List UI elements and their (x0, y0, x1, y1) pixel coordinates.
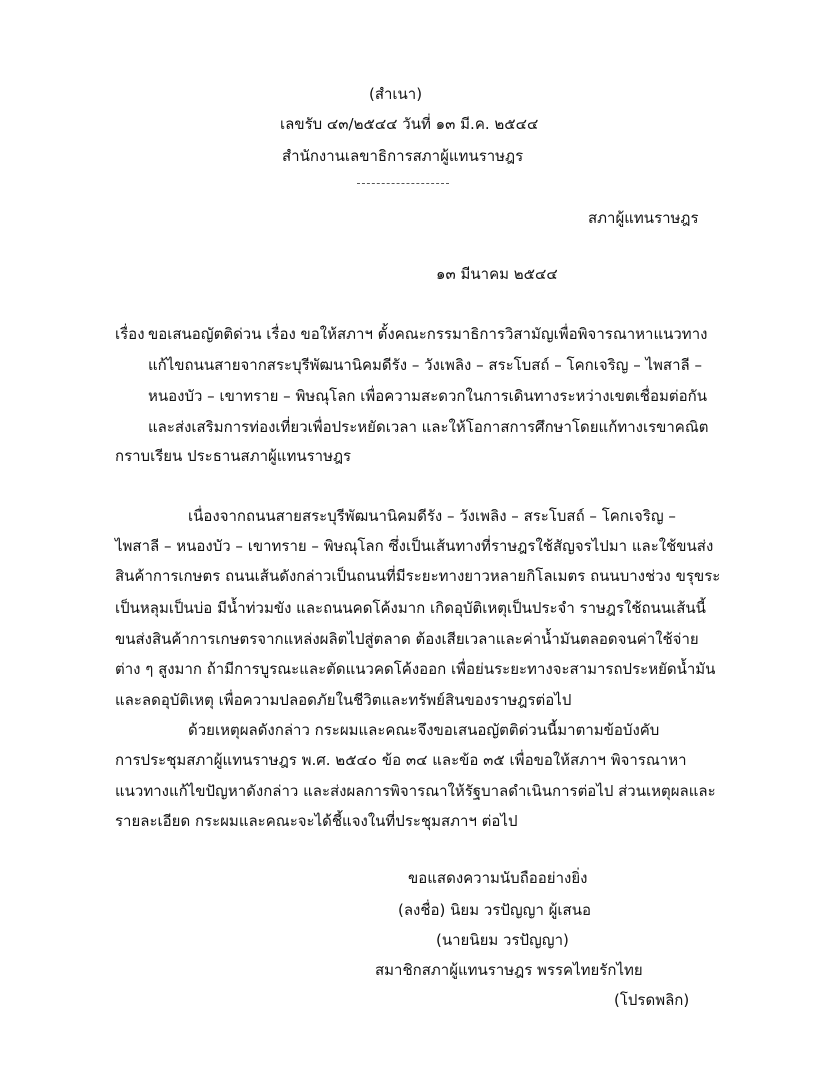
subject-line: หนองบัว – เขาทราย – พิษณุโลก เพื่อความสะดวกในการเดินทางระหว่างเขตเชื่อมต่อกัน (148, 387, 707, 405)
signer-name: (นายนิยม วรปัญญา) (436, 931, 569, 949)
addressee-org: สภาผู้แทนราษฎร (588, 209, 699, 227)
copy-mark: (สำเนา) (369, 85, 423, 103)
office-name: สำนักงานเลขาธิการสภาผู้แทนราษฎร (282, 147, 524, 165)
body-line: เนื่องจากถนนสายสระบุรีพัฒนานิคมดีรัง – วังเพลิง – สระโบสถ์ – โคกเจริญ – (188, 507, 676, 525)
closing-regards: ขอแสดงความนับถืออย่างยิ่ง (408, 869, 588, 887)
subject-line: ขอเสนอญัตติด่วน เรื่อง ขอให้สภาฯ ตั้งคณะกรรมาธิการวิสามัญเพื่อพิจารณาหาแนวทาง (148, 325, 708, 343)
turn-over-note: (โปรดพลิก) (614, 991, 690, 1009)
salutation: กราบเรียน ประธานสภาผู้แทนราษฎร (115, 447, 352, 465)
body-line: การประชุมสภาผู้แทนราษฎร พ.ศ. ๒๕๔๐ ข้อ ๓๔ และข้อ ๓๕ เพื่อขอให้สภาฯ พิจารณาหา (115, 751, 687, 769)
signer-position: สมาชิกสภาผู้แทนราษฎร พรรคไทยรักไทย (375, 961, 643, 979)
body-line: ต่าง ๆ สูงมาก ถ้ามีการบูรณะและตัดแนวคดโค้งออก เพื่อย่นระยะทางจะสามารถประหยัดน้ำมัน (115, 660, 716, 678)
divider (357, 183, 449, 184)
receipt-number: เลขรับ ๔๓/๒๕๔๔ วันที่ ๑๓ มี.ค. ๒๕๔๔ (280, 115, 539, 133)
signature-line: (ลงชื่อ) นิยม วรปัญญา ผู้เสนอ (398, 901, 591, 919)
subject-line: และส่งเสริมการท่องเที่ยวเพื่อประหยัดเวลา และให้โอกาสการศึกษาโดยแก้ทางเรขาคณิต (148, 418, 709, 436)
letter-date: ๑๓ มีนาคม ๒๕๔๔ (436, 265, 558, 283)
subject-label: เรื่อง (115, 325, 145, 343)
body-line: ไพสาลี – หนองบัว – เขาทราย – พิษณุโลก ซึ่งเป็นเส้นทางที่ราษฎรใช้สัญจรไปมา และใช้ขนส่ง (115, 537, 714, 555)
body-line: และลดอุบัติเหตุ เพื่อความปลอดภัยในชีวิตและทรัพย์สินของราษฎรต่อไป (115, 691, 572, 709)
subject-line: แก้ไขถนนสายจากสระบุรีพัฒนานิคมดีรัง – วังเพลิง – สระโบสถ์ – โคกเจริญ – ไพสาลี – (148, 356, 702, 374)
body-line: รายละเอียด กระผมและคณะจะได้ชี้แจงในที่ประชุมสภาฯ ต่อไป (115, 812, 518, 830)
body-line: สินค้าการเกษตร ถนนเส้นดังกล่าวเป็นถนนที่มีระยะทางยาวหลายกิโลเมตร ถนนบางช่วง ขรุขระ (115, 567, 721, 585)
body-line: เป็นหลุมเป็นบ่อ มีน้ำท่วมขัง และถนนคดโค้งมาก เกิดอุบัติเหตุเป็นประจำ ราษฎรใช้ถนนเส้นนี้ (115, 599, 706, 617)
body-line: ขนส่งสินค้าการเกษตรจากแหล่งผลิตไปสู่ตลาด ต้องเสียเวลาและค่าน้ำมันตลอดจนค่าใช้จ่าย (115, 630, 699, 648)
body-line: ด้วยเหตุผลดังกล่าว กระผมและคณะจึงขอเสนอญัตติด่วนนี้มาตามข้อบังคับ (188, 721, 660, 739)
body-line: แนวทางแก้ไขปัญหาดังกล่าว และส่งผลการพิจารณาให้รัฐบาลดำเนินการต่อไป ส่วนเหตุผลและ (115, 782, 716, 800)
